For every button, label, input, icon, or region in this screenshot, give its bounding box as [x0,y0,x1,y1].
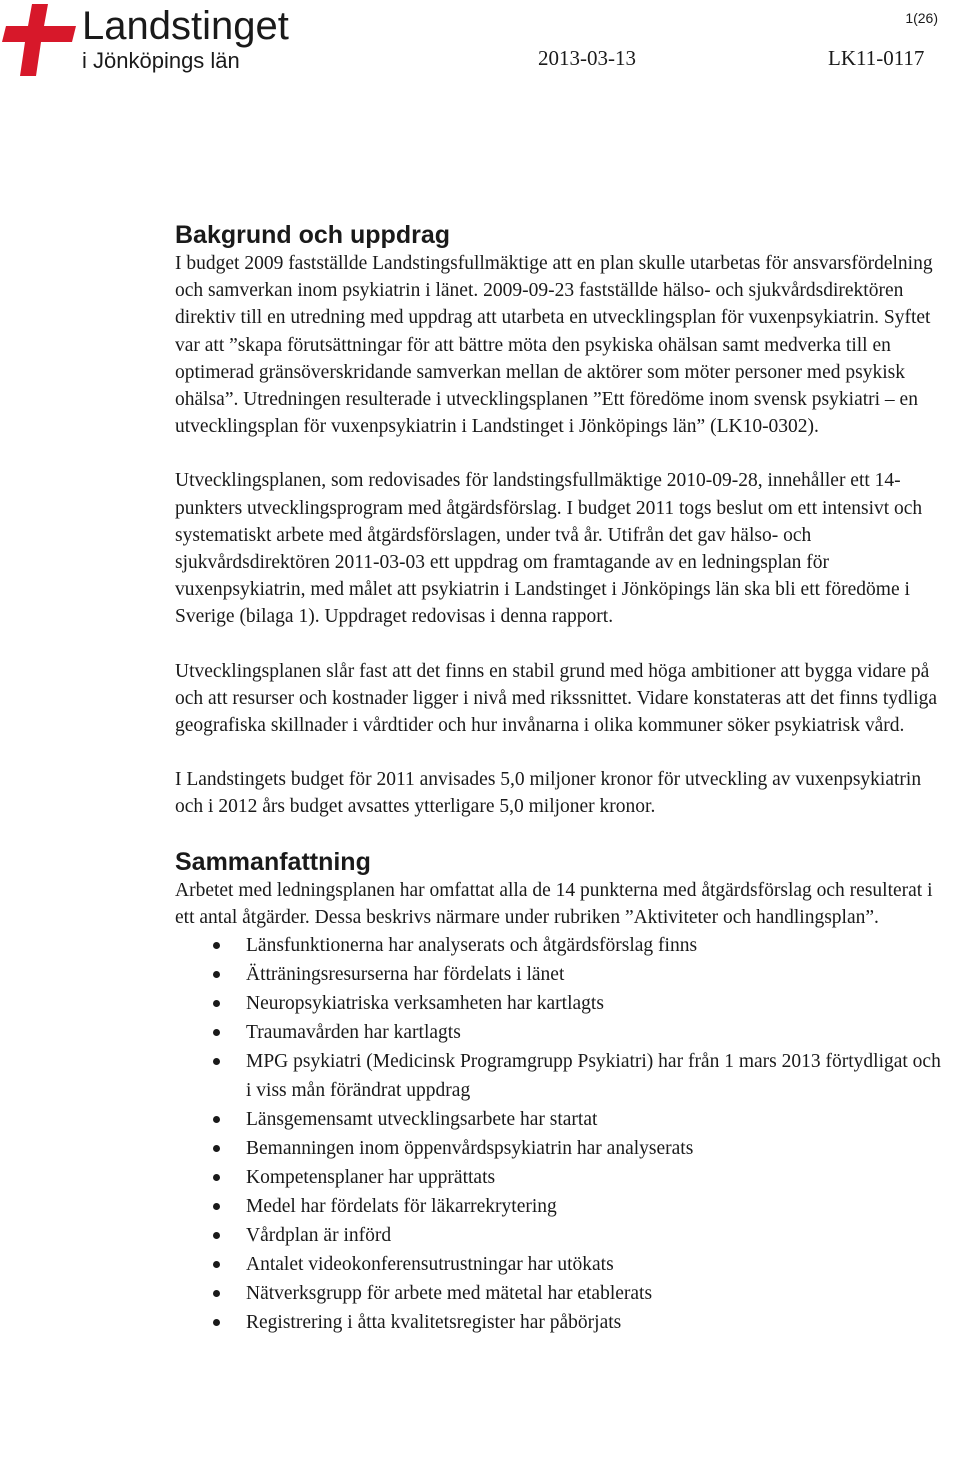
list-item: Medel har fördelats för läkarrekrytering [175,1192,950,1221]
page-header [0,0,960,90]
paragraph: Utvecklingsplanen slår fast att det finns en stabil grund med höga ambitioner att bygga vidare på och att resurser och kostnader ligger i nivå med rikssnittet. Vidare konstateras att det finns tydliga geografiska skillnader i vårdtider och hur invånarna i olika kommuner söker psykiatrisk vård. [175,660,938,737]
list-item: Länsgemensamt utvecklingsarbete har startat [175,1105,950,1134]
list-item: Nätverksgrupp för arbete med mätetal har etablerats [175,1279,950,1308]
list-item: Vårdplan är införd [175,1221,950,1250]
list-item: Neuropsykiatriska verksamheten har kartlagts [175,989,950,1018]
list-item: Länsfunktionerna har analyserats och åtgärdsförslag finns [175,931,950,960]
list-item: Traumavården har kartlagts [175,1018,950,1047]
section-heading-bakgrund: Bakgrund och uppdrag [175,221,450,249]
paragraph: I Landstingets budget för 2011 anvisades 5,0 miljoner kronor för utveckling av vuxenpsykiatrin och i 2012 års budget avsattes ytterligare 5,0 miljoner kronor. [175,769,922,818]
list-item: Bemanningen inom öppenvårdspsykiatrin har analyserats [175,1134,950,1163]
paragraph: Arbetet med ledningsplanen har omfattat alla de 14 punkterna med åtgärdsförslag och resulterat i ett antal åtgärder. Dessa beskrivs närmare under rubriken ”Aktiviteter och handlingsplan”. [175,879,933,928]
section-heading-sammanfattning: Sammanfattning [175,847,371,876]
landstinget-logo [2,2,312,78]
document-date: 2013-03-13 [538,46,636,70]
document-body [175,220,950,1337]
document-id: LK11-0117 [828,46,925,70]
page-number: 1(26) [905,10,938,26]
logo-cross-icon [2,4,78,76]
list-item: Kompetensplaner har upprättats [175,1163,950,1192]
list-item: Ätträningsresurserna har fördelats i länet [175,960,950,989]
paragraph: Utvecklingsplanen, som redovisades för landstingsfullmäktige 2010-09-28, innehåller ett 14-punkters utvecklingsprogram med åtgärdsförslag. I budget 2011 togs beslut om ett intensivt och systematiskt arbete med åtgärdsförslagen, under två år. Utifrån det gav hälso- och sjukvårdsdirektören 2011-03-03 ett uppdrag om framtagande av en ledningsplan för vuxenpsykiatrin, med målet att psykiatrin i Landstinget i Jönköpings län ska bli ett föredöme i Sverige (bilaga 1). Uppdraget redovisas i denna rapport. [175,470,923,628]
paragraph: I budget 2009 fastställde Landstingsfullmäktige att en plan skulle utarbetas för ansvarsfördelning och samverkan inom psykiatrin i länet. 2009-09-23 fastställde hälso- och sjukvårdsdirektören direktiv till en utredning med uppdrag att utarbeta en utvecklingsplan för vuxenpsykiatrin. Syftet var att ”skapa förutsättningar för att bättre möta den psykiska ohälsan samt medverka till en optimerad gränsöverskridande samverkan mellan de aktörer som möter personer med psykisk ohälsa”. Utredningen resulterade i utvecklingsplanen ”Ett föredöme inom svensk psykiatri – en utvecklingsplan för vuxenpsykiatrin i Landstinget i Jönköpings län” (LK10-0302). [175,253,933,438]
logo-wordmark-line2: i Jönköpings län [82,48,240,73]
summary-bullet-list [175,931,950,1337]
list-item: Antalet videokonferensutrustningar har utökats [175,1250,950,1279]
logo-wordmark-line1: Landstinget [82,4,289,48]
list-item: MPG psykiatri (Medicinsk Programgrupp Psykiatri) har från 1 mars 2013 förtydligat och i viss mån förändrat uppdrag [175,1047,950,1105]
list-item: Registrering i åtta kvalitetsregister har påbörjats [175,1308,950,1337]
